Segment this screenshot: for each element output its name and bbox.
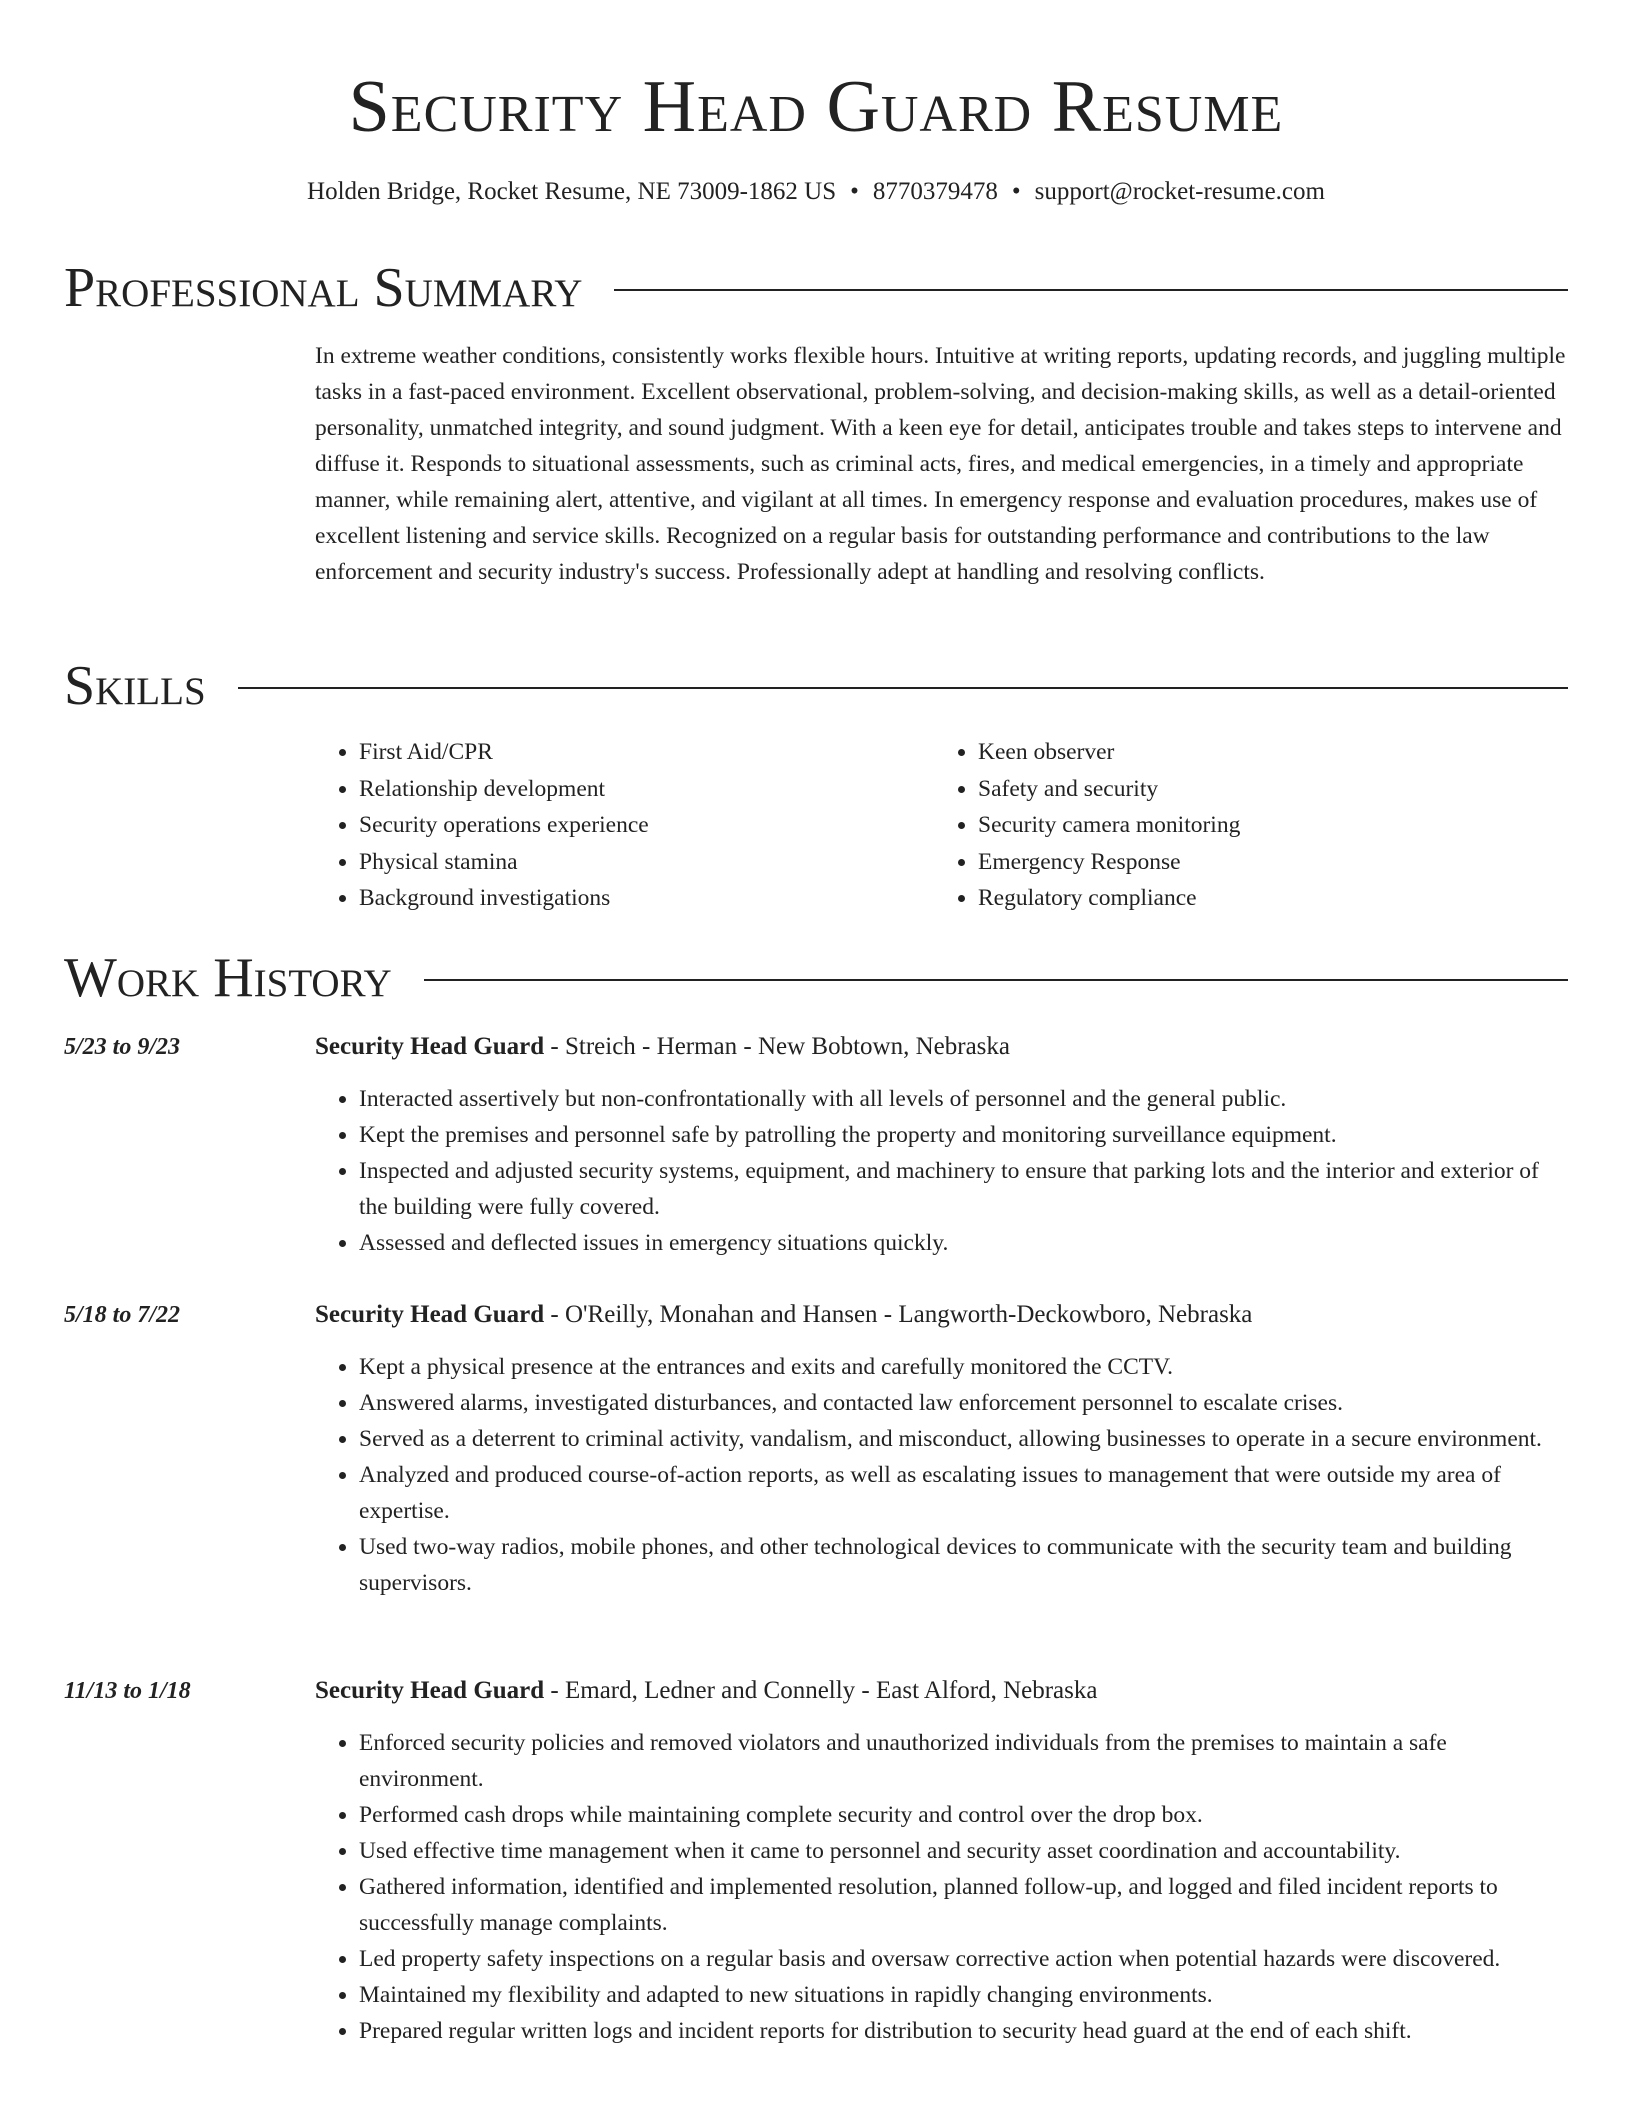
job-bullet: • Analyzed and produced course-of-action reports, as well as escalating issues to management that were outside my area of expertise.: [359, 1457, 1570, 1529]
job-bullet: • Answered alarms, investigated disturbances, and contacted law enforcement personnel to escalate crises.: [359, 1385, 1570, 1421]
job-bullet: • Gathered information, identified and implemented resolution, planned follow-up, and logged and filed incident reports to successfully manage complaints.: [359, 1869, 1570, 1941]
job-bullet: • Kept the premises and personnel safe by patrolling the property and monitoring surveillance equipment.: [359, 1117, 1570, 1153]
contact-line: [0, 174, 1632, 210]
skill-item: • Relationship development: [359, 771, 934, 808]
job-details: [315, 1029, 1570, 1261]
job-bullet: • Inspected and adjusted security systems, equipment, and machinery to ensure that parking lots and the interior and exterior of the building were fully covered.: [359, 1153, 1570, 1225]
job-bullet: • Served as a deterrent to criminal activity, vandalism, and misconduct, allowing businesses to operate in a secure environment.: [359, 1421, 1570, 1457]
job-bullet: • Maintained my flexibility and adapted to new situations in rapidly changing environments.: [359, 1977, 1570, 2013]
skill-item: • Keen observer: [978, 734, 1553, 771]
job-heading: [315, 1029, 1570, 1065]
contact-separator: •: [850, 178, 859, 205]
job-details: [315, 1673, 1570, 2049]
job-heading: [315, 1297, 1570, 1333]
skill-item: • Emergency Response: [978, 844, 1553, 881]
skill-item: • Security operations experience: [359, 807, 934, 844]
job-bullet: • Performed cash drops while maintaining complete security and control over the drop box.: [359, 1797, 1570, 1833]
contact-phone: 8770379478: [872, 178, 998, 205]
job-title: Security Head Guard: [315, 1033, 545, 1060]
job-details: [315, 1297, 1570, 1601]
job-bullet: • Led property safety inspections on a regular basis and oversaw corrective action when potential hazards were discovered.: [359, 1941, 1570, 1977]
job-bullet: • Used effective time management when it came to personnel and security asset coordination and accountability.: [359, 1833, 1570, 1869]
job-bullets: [315, 1081, 1570, 1261]
summary-body: [315, 338, 1570, 590]
skill-item: • Regulatory compliance: [978, 880, 1553, 917]
job-dates: 5/23 to 9/23: [64, 1034, 181, 1060]
job-employer: - Streich - Herman - New Bobtown, Nebraska: [544, 1033, 1011, 1060]
contact-separator: •: [1011, 178, 1021, 205]
job-bullets: [315, 1349, 1570, 1601]
work-section-header: [64, 946, 1568, 1010]
skill-item: • Physical stamina: [359, 844, 934, 881]
job-heading: [315, 1673, 1570, 1709]
resume-title: Security Head Guard Resume: [348, 66, 1284, 148]
job-bullets: [315, 1725, 1570, 2049]
work-heading: Work History: [64, 947, 392, 1009]
skill-item: • Security camera monitoring: [978, 807, 1553, 844]
job-employer: - O'Reilly, Monahan and Hansen - Langworth-Deckowboro, Nebraska: [544, 1301, 1253, 1328]
job-bullet: • Prepared regular written logs and incident reports for distribution to security head guard at the end of each shift.: [359, 2013, 1570, 2049]
skills-column-right: [934, 734, 1553, 917]
summary-section-header: [64, 256, 1568, 320]
skill-item: • Background investigations: [359, 880, 934, 917]
job-bullet: • Interacted assertively but non-confrontationally with all levels of personnel and the general public.: [359, 1081, 1570, 1117]
contact-email: support@rocket-resume.com: [1034, 178, 1325, 205]
skills-column-left: [315, 734, 934, 917]
summary-text: In extreme weather conditions, consistently works flexible hours. Intuitive at writing reports, updating records, and juggling multiple tasks in a fast-paced environment. Excellent observational, problem-solving, and decision-making skills, as well as a detail-oriented personality, unmatched integrity, and sound judgment. With a keen eye for detail, anticipates trouble and takes steps to intervene and diffuse it. Responds to situational assessments, such as criminal acts, fires, and medical emergencies, in a timely and appropriate manner, while remaining alert, attentive, and vigilant at all times. In emergency response and evaluation procedures, makes use of excellent listening and service skills. Recognized on a regular basis for outstanding performance and contributions to the law enforcement and security industry's success. Professionally adept at handling and resolving conflicts.: [315, 343, 1566, 585]
skill-item: • Safety and security: [978, 771, 1553, 808]
skills-section-header: [64, 654, 1568, 718]
job-title: Security Head Guard: [315, 1301, 545, 1328]
section-divider: [238, 687, 1568, 689]
section-divider: [614, 289, 1568, 291]
job-title: Security Head Guard: [315, 1677, 545, 1704]
job-dates: 5/18 to 7/22: [64, 1302, 181, 1328]
section-divider: [424, 979, 1568, 981]
job-bullet: • Enforced security policies and removed violators and unauthorized individuals from the premises to maintain a safe environment.: [359, 1725, 1570, 1797]
job-dates: 11/13 to 1/18: [64, 1678, 191, 1704]
job-bullet: • Kept a physical presence at the entrances and exits and carefully monitored the CCTV.: [359, 1349, 1570, 1385]
contact-address: Holden Bridge, Rocket Resume, NE 73009-1862 US: [307, 178, 837, 205]
skills-heading: Skills: [64, 655, 206, 717]
job-employer: - Emard, Ledner and Connelly - East Alford, Nebraska: [544, 1677, 1098, 1704]
job-bullet: • Assessed and deflected issues in emergency situations quickly.: [359, 1225, 1570, 1261]
job-bullet: • Used two-way radios, mobile phones, and other technological devices to communicate with the security team and building supervisors.: [359, 1529, 1570, 1601]
skill-item: • First Aid/CPR: [359, 734, 934, 771]
skills-list: [315, 734, 1570, 917]
summary-heading: Professional Summary: [64, 257, 583, 319]
